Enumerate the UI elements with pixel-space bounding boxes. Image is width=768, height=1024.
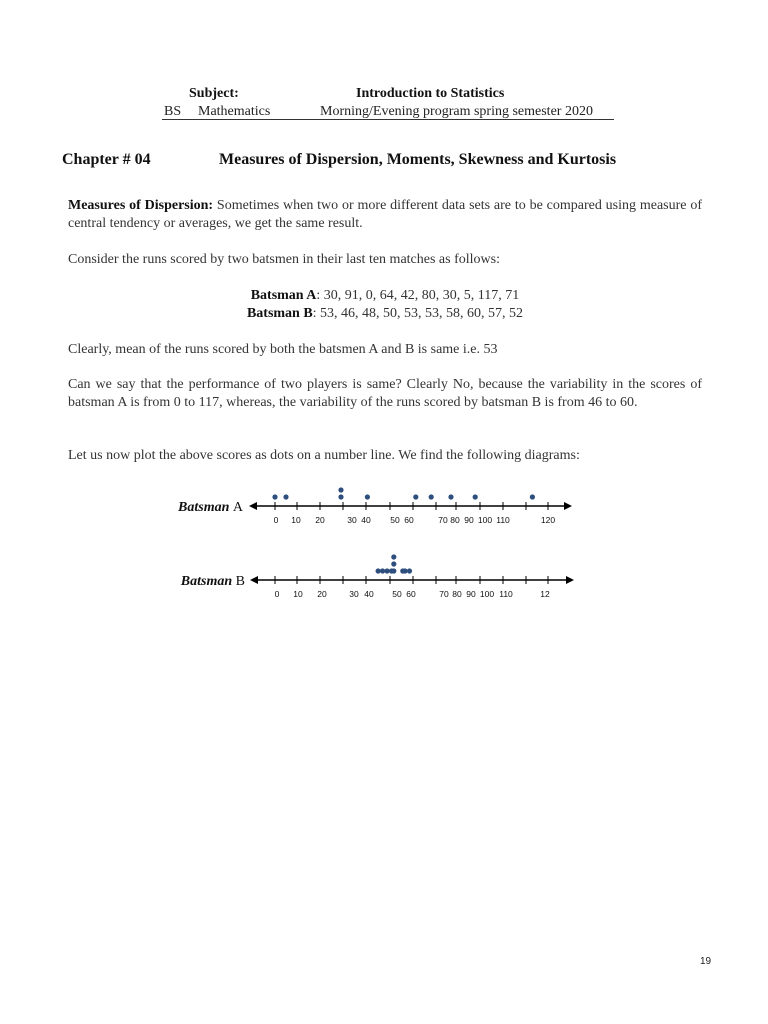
tick-label: 50 — [390, 515, 400, 525]
tick-label: 30 — [347, 515, 357, 525]
tick-label: 100 — [479, 589, 495, 599]
data-dot — [380, 568, 385, 573]
data-dot — [365, 494, 370, 499]
left-arrow-icon — [250, 576, 258, 584]
data-dot — [391, 554, 396, 559]
tick-label: 0 — [273, 515, 279, 525]
left-arrow-icon — [249, 502, 257, 510]
chapter-title: Measures of Dispersion, Moments, Skewness and Kurtosis — [219, 151, 617, 168]
data-dot — [400, 568, 405, 573]
tick-label: 100 — [477, 515, 493, 525]
data-dot — [530, 494, 535, 499]
tick-label: 30 — [349, 589, 359, 599]
data-dot — [473, 494, 478, 499]
dot-plot-batsman-b — [180, 554, 574, 599]
data-dot — [283, 494, 288, 499]
tick-label: 90 — [464, 515, 474, 525]
paragraph-variability: Can we say that the performance of two players is same? Clearly No, because the variability in the scores of batsman A is from 0 to 117, whereas, the variability of the runs scored by batsman B is from 46 to 60. — [68, 377, 702, 410]
tick-label: 110 — [499, 589, 513, 599]
right-arrow-icon — [564, 502, 572, 510]
tick-label: 70 — [439, 589, 449, 599]
tick-label: 80 — [450, 515, 460, 525]
dot-plot-label — [177, 500, 244, 515]
tick-label: 0 — [274, 589, 280, 599]
paragraph-mean: Clearly, mean of the runs scored by both the batsmen A and B is same i.e. 53 — [68, 342, 498, 357]
batsman-b-label: Batsman B — [246, 306, 313, 321]
tick-label: 10 — [291, 515, 301, 525]
dot-plot-label-name: Batsman — [178, 500, 233, 515]
dot-plot-label — [180, 574, 245, 589]
tick-label: 120 — [540, 515, 556, 525]
dot-plot-label-letter: A — [232, 500, 243, 515]
batsman-a-scores: : 30, 91, 0, 64, 42, 80, 30, 5, 117, 71 — [316, 288, 520, 303]
tick-label: 90 — [466, 589, 476, 599]
tick-label: 50 — [392, 589, 402, 599]
tick-label: 60 — [406, 589, 416, 599]
data-dot — [338, 487, 343, 492]
data-dot — [384, 568, 389, 573]
batsman-a-label: Batsman A — [250, 288, 317, 303]
dot-plot-label-name: Batsman — [180, 574, 236, 589]
data-dot — [448, 494, 453, 499]
data-dot — [272, 494, 277, 499]
subject-value: Introduction to Statistics — [356, 86, 505, 101]
right-arrow-icon — [566, 576, 574, 584]
tick-label: 40 — [361, 515, 371, 525]
program-code: BS — [164, 104, 182, 119]
program-name: Mathematics — [198, 104, 271, 119]
tick-label: 80 — [452, 589, 462, 599]
paragraph-consider: Consider the runs scored by two batsmen in their last ten matches as follows: — [68, 252, 500, 267]
tick-label: 10 — [293, 589, 303, 599]
dispersion-term: Measures of Dispersion: — [68, 198, 214, 213]
tick-label: 60 — [404, 515, 414, 525]
tick-label: 110 — [496, 515, 510, 525]
data-dot — [413, 494, 418, 499]
tick-label: 20 — [317, 589, 327, 599]
subject-label: Subject: — [189, 86, 239, 101]
data-dot — [429, 494, 434, 499]
tick-label: 12 — [540, 589, 550, 599]
data-dot — [338, 494, 343, 499]
tick-label: 40 — [364, 589, 374, 599]
data-dot — [389, 568, 394, 573]
dispersion-text: Sometimes when two or more different data sets are to be compared using measure of central tendency or averages, we get the same result. — [68, 198, 702, 231]
data-dot — [376, 568, 381, 573]
data-dot — [391, 561, 396, 566]
page-number: 19 — [700, 956, 712, 967]
dot-plot-batsman-a — [177, 487, 572, 525]
batsman-b-scores: : 53, 46, 48, 50, 53, 53, 58, 60, 57, 52 — [312, 306, 524, 321]
tick-label: 70 — [438, 515, 448, 525]
paragraph-plot-intro: Let us now plot the above scores as dots on a number line. We find the following diagrams: — [68, 448, 580, 463]
chapter-label: Chapter # 04 — [62, 151, 151, 168]
program-detail: Morning/Evening program spring semester 2020 — [320, 104, 593, 119]
data-dot — [407, 568, 412, 573]
dot-plot-label-letter: B — [235, 574, 245, 589]
tick-label: 20 — [315, 515, 325, 525]
